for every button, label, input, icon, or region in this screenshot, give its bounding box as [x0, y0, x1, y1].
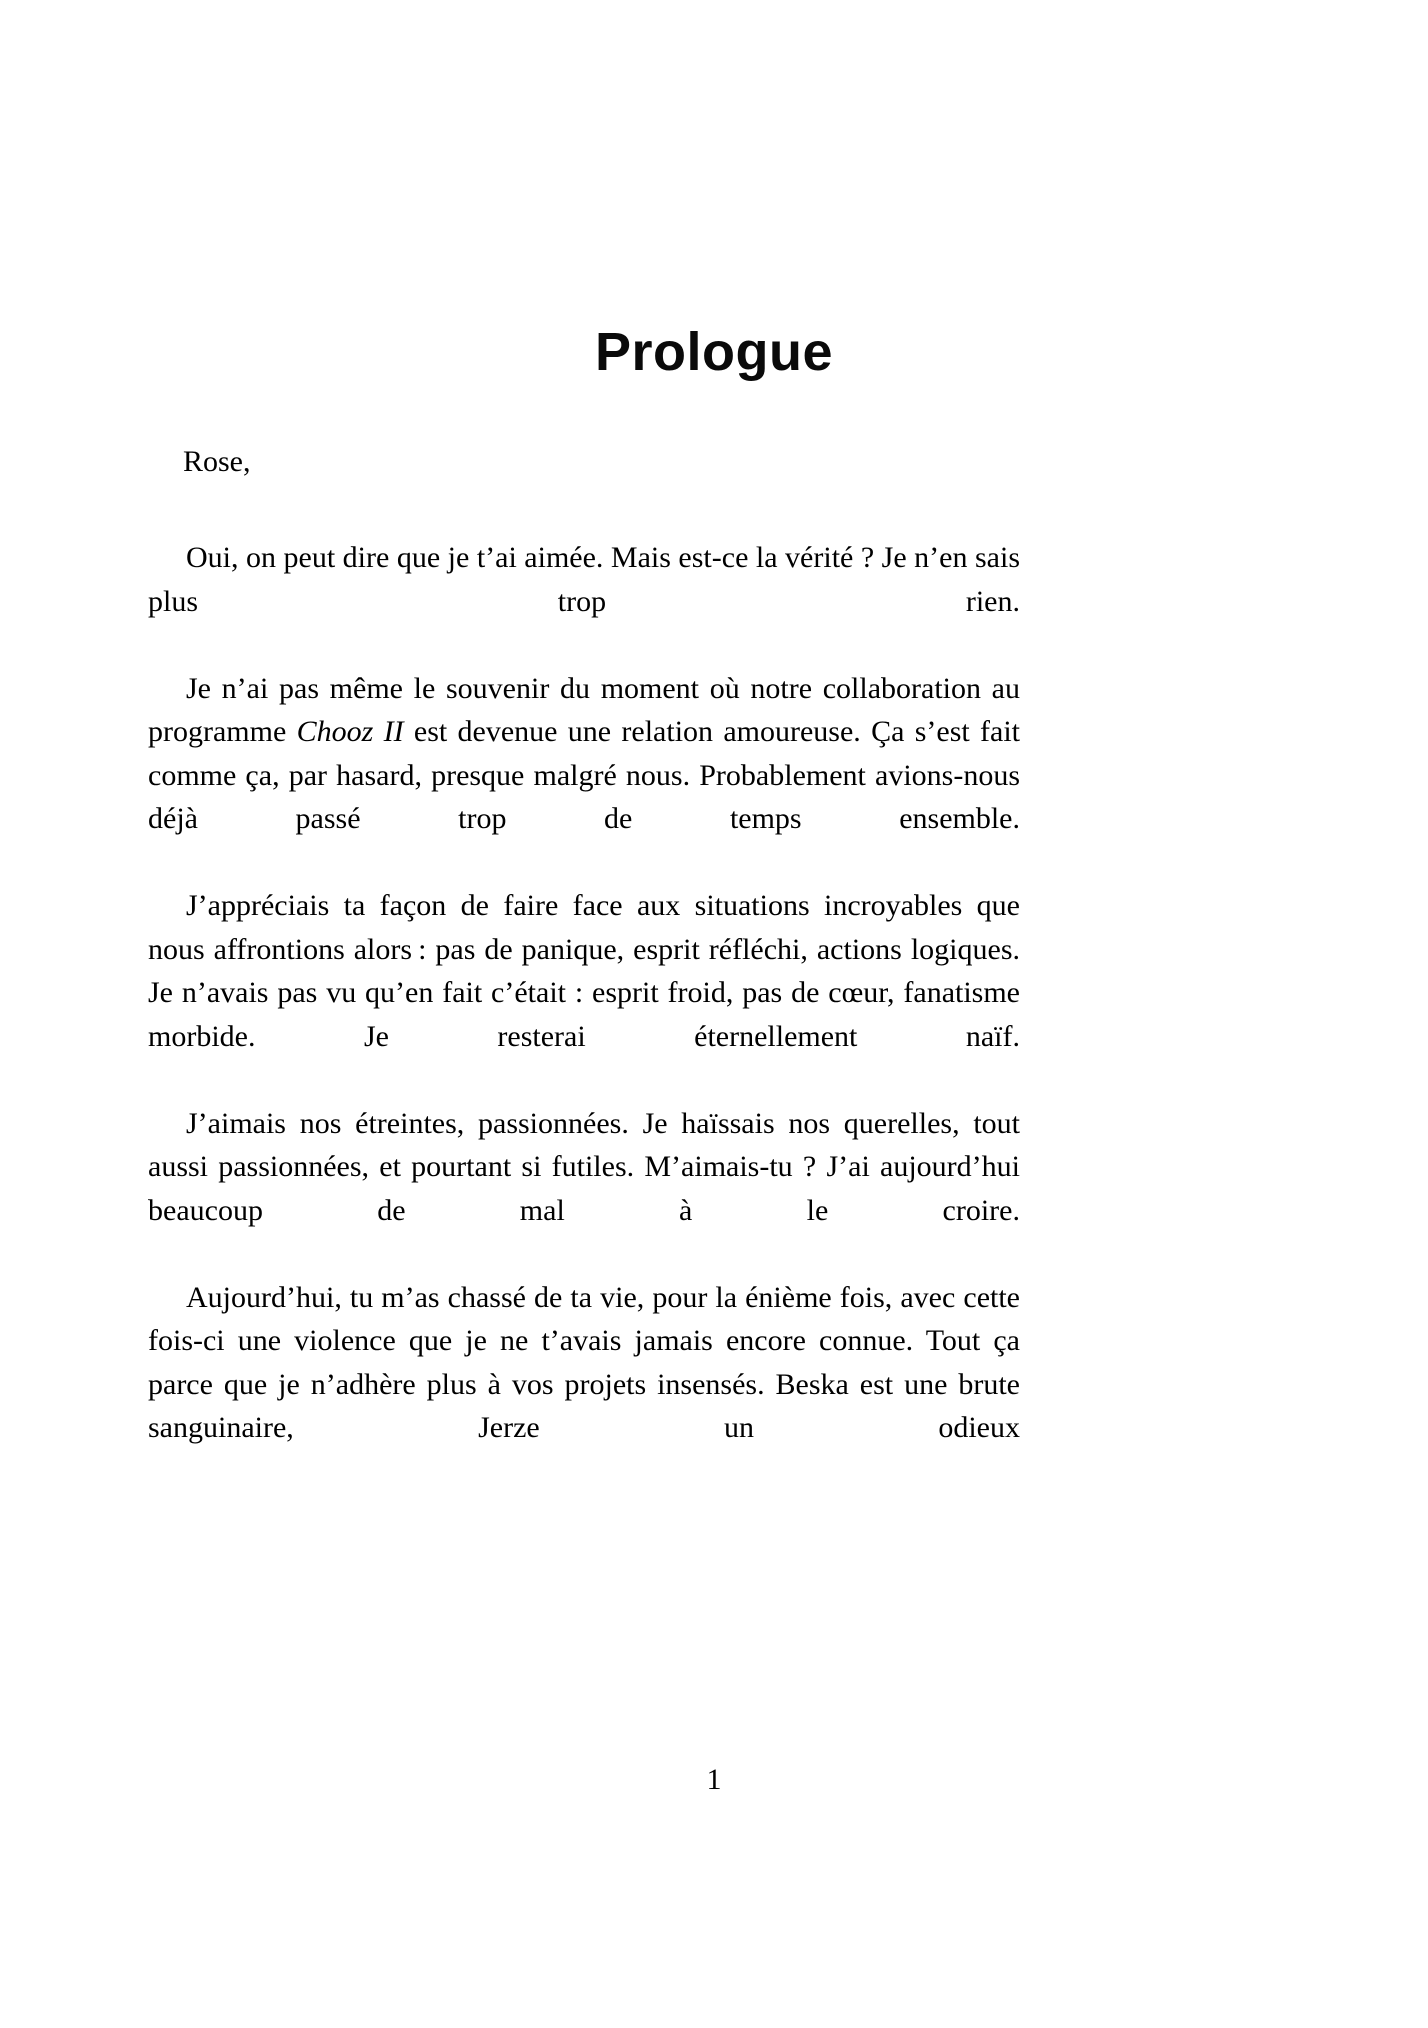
paragraph-1: Oui, on peut dire que je t’ai aimée. Mais est-ce la vérité ? Je n’en sais plus trop rien.: [148, 541, 1020, 618]
body-text-column: [148, 440, 1020, 1493]
paragraph-3: J’appréciais ta façon de faire face aux situations incroyables que nous affrontions alors : pas de panique, esprit réfléchi, actions logiques. Je n’avais pas vu qu’en fait c’était : esprit froid, pas de cœur, fanatisme morbide. Je resterai éternellement naïf.: [148, 889, 1020, 1053]
page-title: Prologue: [594, 322, 833, 383]
paragraph-2-text-before-italic: Je n’ai pas même le souvenir du moment où notre collaboration au programme: [148, 671, 1020, 748]
salutation-line: Rose,: [183, 445, 251, 478]
paragraph-2: [148, 667, 1020, 885]
paragraph-5: Aujourd’hui, tu m’as chassé de ta vie, pour la énième fois, avec cette fois-ci une violence que je ne t’avais jamais encore connue. Tout ça parce que je n’adhère plus à vos projets insensés. Beska est une brute sanguinaire, Jerze un odieux: [148, 1280, 1020, 1444]
paragraph-4: J’aimais nos étreintes, passionnées. Je haïssais nos querelles, tout aussi passionnées, et pourtant si futiles. M’aimais-tu ? J’ai aujourd’hui beaucoup de mal à le croire.: [148, 1106, 1020, 1227]
programme-name-italic: Chooz II: [296, 715, 404, 748]
paragraph-2-text-after-italic: est devenue une relation amoureuse. Ça s’est fait comme ça, par hasard, presque malgré nous. Probablement avions-nous déjà passé trop de temps ensemble.: [148, 715, 1021, 835]
page-number: 1: [706, 1763, 722, 1796]
